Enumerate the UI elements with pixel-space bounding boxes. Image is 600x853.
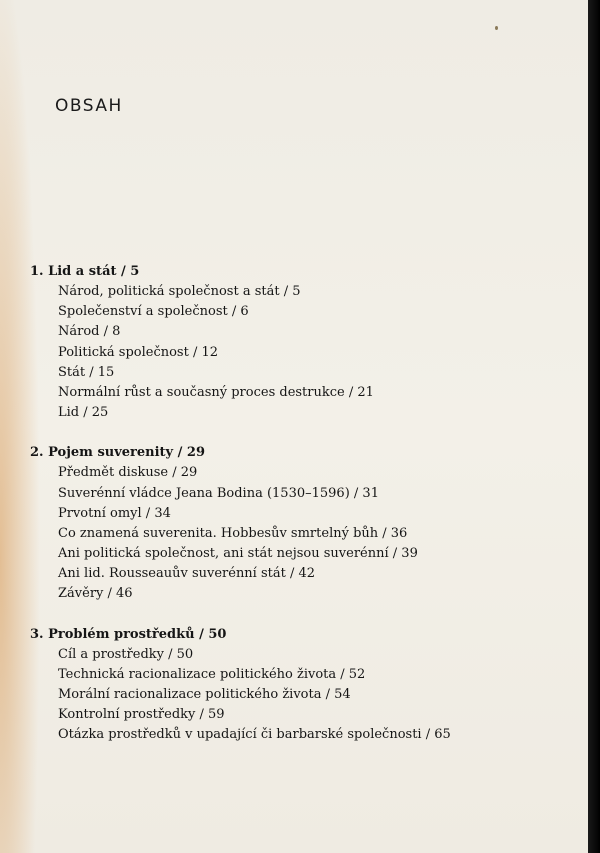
page-heading: OBSAH [55,96,123,116]
toc-chapter [30,625,570,746]
paper-speck [495,26,498,30]
chapter-title: 1. Lid a stát / 5 [30,264,140,279]
toc-entry: Kontrolní prostředky / 59 [58,707,225,723]
chapter-title: 3. Problém prostředků / 50 [30,626,227,642]
toc-entry: Otázka prostředků v upadající či barbarské společnosti / 65 [58,727,451,743]
toc-entry: Cíl a prostředky / 50 [58,646,194,662]
toc-chapter [30,443,570,604]
toc-entry: Předmět diskuse / 29 [58,465,198,481]
toc-entry: Národ, politická společnost a stát / 5 [58,284,301,299]
page-edge-shadow [588,0,600,853]
toc-entry: Závěry / 46 [58,586,133,602]
toc-entry: Normální růst a současný proces destrukce / 21 [58,384,374,400]
toc-entry: Prvotní omyl / 34 [58,505,171,521]
toc-entry: Technická racionalizace politického života / 52 [58,666,366,682]
chapter-title: 2. Pojem suverenity / 29 [30,445,206,461]
toc-entry: Co znamená suverenita. Hobbesův smrtelný bůh / 36 [58,525,408,541]
toc-entry: Stát / 15 [58,364,115,380]
table-of-contents [30,262,570,766]
toc-entry: Národ / 8 [58,324,121,340]
toc-entry: Suverénní vládce Jeana Bodina (1530–1596) / 31 [58,485,379,501]
toc-entry: Společenství a společnost / 6 [58,304,249,320]
toc-entry: Ani lid. Rousseauův suverénní stát / 42 [58,566,316,582]
toc-entry: Lid / 25 [58,405,109,421]
toc-entry: Ani politická společnost, ani stát nejsou suverénní / 39 [58,546,418,562]
toc-entry: Morální racionalizace politického života / 54 [58,687,351,702]
toc-entry: Politická společnost / 12 [58,344,219,360]
toc-chapter [30,262,570,423]
